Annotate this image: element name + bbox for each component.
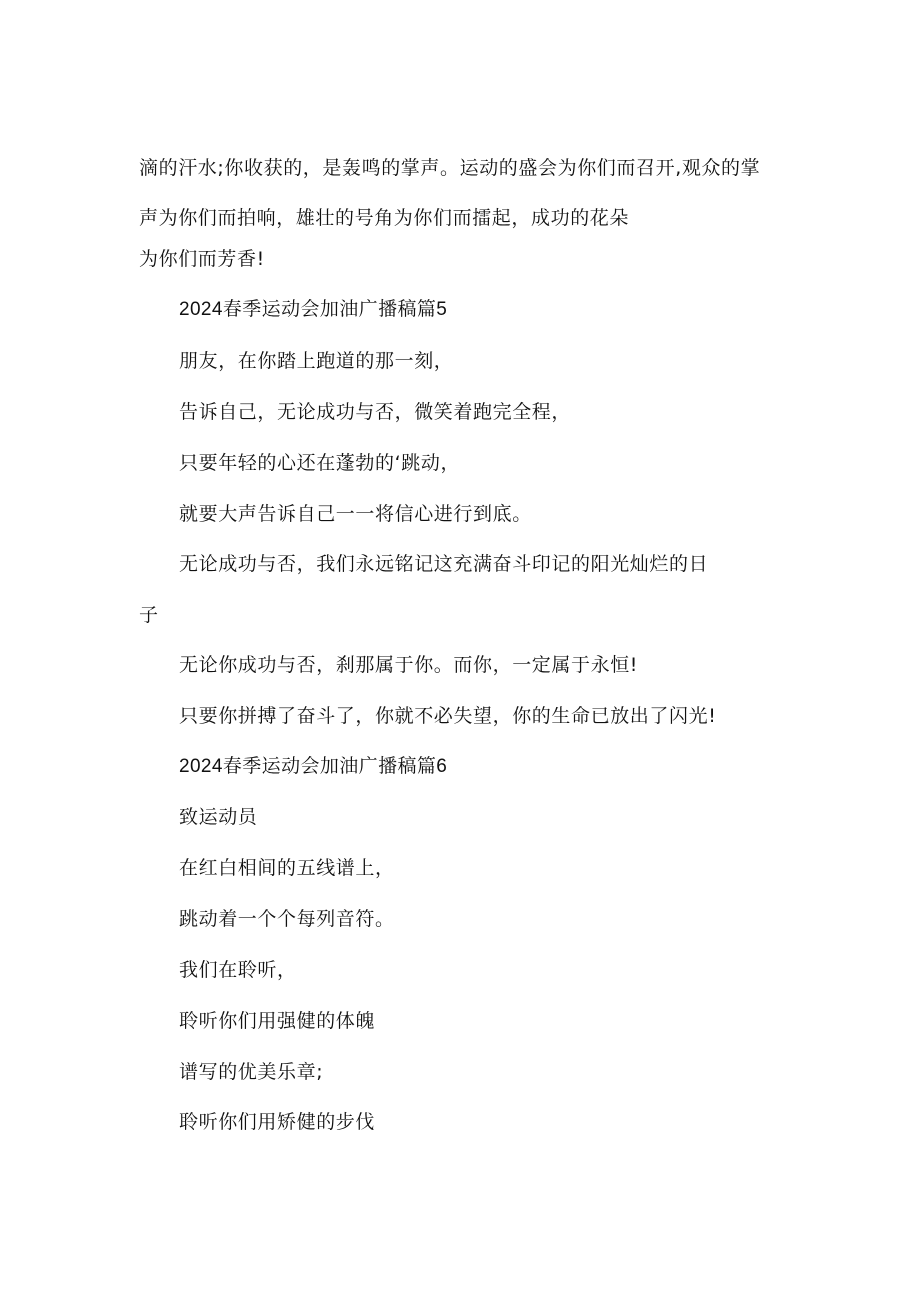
- poem-line: 只要年轻的心还在蓬勃的‘跳动，: [179, 452, 461, 474]
- section-heading-5: 2024春季运动会加油广播稿篇5: [179, 299, 448, 320]
- poem-line: 无论你成功与否，刹那属于你。而你，一定属于永恒!: [179, 654, 639, 676]
- poem-line: 聆听你们用矫健的步伐: [179, 1111, 376, 1133]
- poem-line: 谱写的优美乐章;: [179, 1061, 324, 1083]
- poem-line: 告诉自己，无论成功与否，微笑着跑完全程，: [179, 401, 572, 423]
- poem-line: 就要大声告诉自己一一将信心进行到底。: [179, 503, 532, 525]
- poem-line: 无论成功与否，我们永远铭记这充满奋斗印记的阳光灿烂的日: [179, 553, 709, 575]
- poem-line: 只要你拼搏了奋斗了，你就不必失望，你的生命已放出了闪光!: [179, 705, 717, 727]
- poem-line: 在红白相间的五线谱上，: [179, 857, 395, 879]
- poem-line: 聆听你们用强健的体魄: [179, 1010, 376, 1032]
- paragraph-line: 滴的汗水;你收获的，是轰鸣的掌声。运动的盛会为你们而召开,观众的掌: [139, 157, 761, 179]
- poem-line: 我们在聆听，: [179, 959, 297, 981]
- section-heading-6: 2024春季运动会加油广播稿篇6: [179, 756, 448, 777]
- poem-line: 子: [139, 604, 159, 626]
- poem-line: 致运动员: [179, 806, 258, 828]
- paragraph-line: 为你们而芳香!: [139, 248, 265, 270]
- paragraph-line: 声为你们而拍响，雄壮的号角为你们而擂起，成功的花朵: [139, 207, 630, 229]
- poem-line: 跳动着一个个每列音符。: [179, 908, 395, 930]
- poem-line: 朋友，在你踏上跑道的那一刻，: [179, 350, 454, 372]
